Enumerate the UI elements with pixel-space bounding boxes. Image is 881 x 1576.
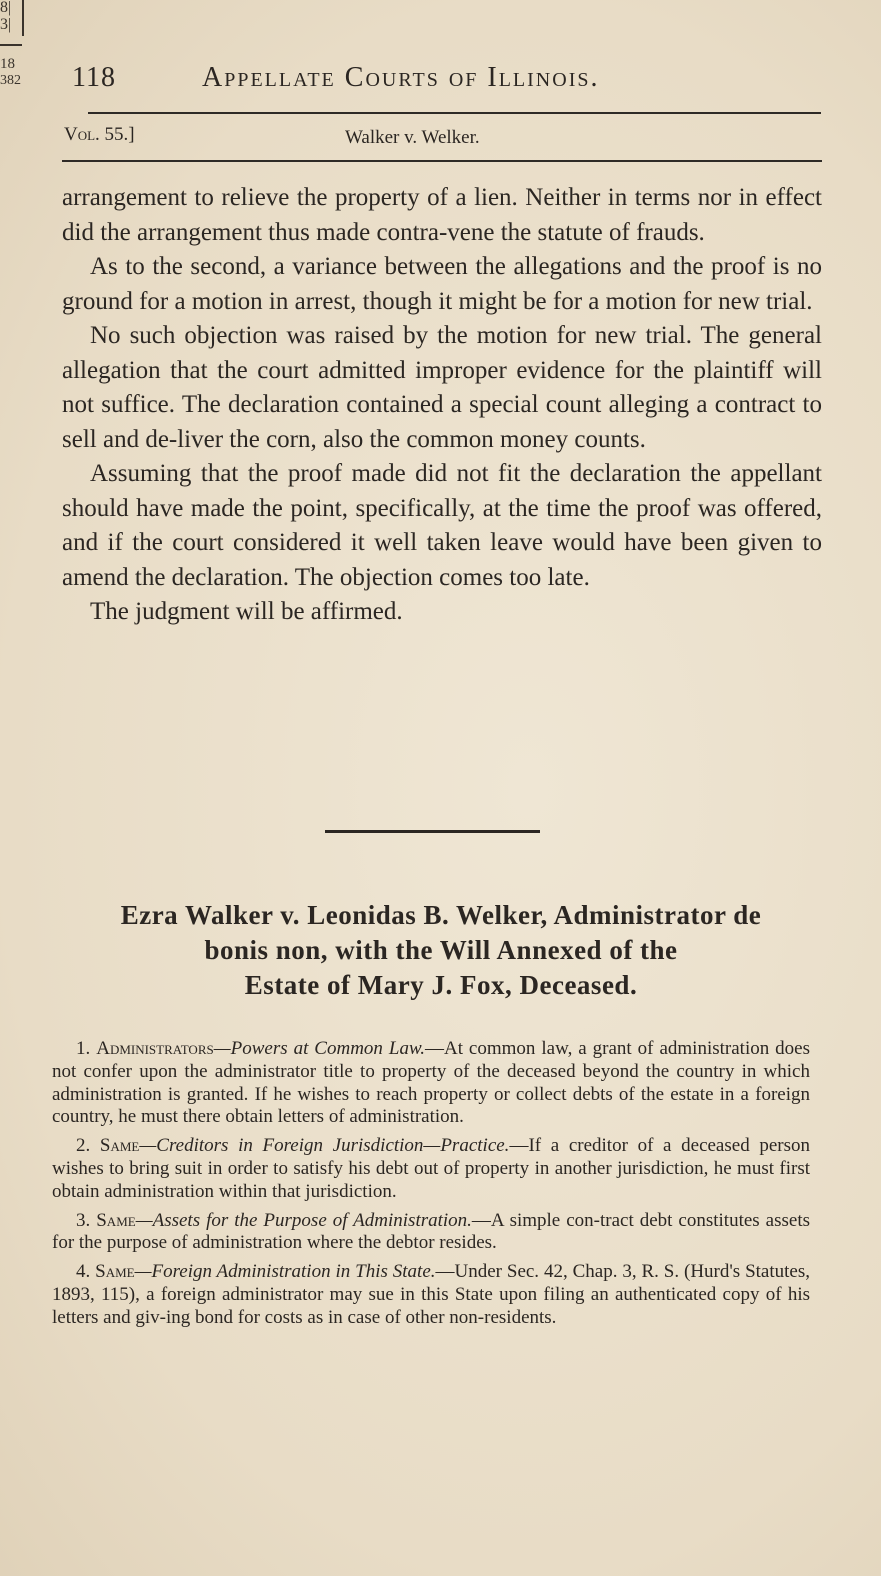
syllabus-number: 3. <box>76 1209 91 1231</box>
header-rule-bottom <box>62 160 822 162</box>
syllabus-head: Same <box>96 1209 136 1231</box>
syllabus-number: 1. <box>76 1038 91 1059</box>
syllabus-text: —At common law, a grant of administration does not confer upon the administrator title to property of the deceased beyond the country in which administration is granted. If he wishes to reach property or collect debts of the estate in a foreign country, he must there obtain letters of administration. <box>52 1038 811 1128</box>
syllabus-text: —A simple con-tract debt constitutes assets for the purpose of administration where the debtor resides. <box>52 1209 810 1254</box>
syllabus-topic: —Powers at Common Law. <box>213 1038 425 1059</box>
syllabus-head: Same <box>99 1135 140 1157</box>
section-divider <box>325 830 540 833</box>
running-title: Appellate Courts of Illinois. <box>202 62 600 93</box>
syllabus-head: Administrators <box>96 1038 214 1059</box>
margin-mark-bottom-b: 382 <box>0 73 21 88</box>
syllabus-number: 2. <box>76 1135 91 1157</box>
paragraph: As to the second, a variance between the allegations and the proof is no ground for a motion in arrest, though it might be for a motion for new trial. <box>62 253 822 315</box>
paragraph: The judgment will be affirmed. <box>90 598 403 625</box>
paragraph: Assuming that the proof made did not fit the declaration the appellant should have made the point, specifically, at the time the proof was offered, and if the court considered it well taken leave would have been given to amend the declaration. The objection comes too late. <box>62 460 822 591</box>
syllabus-item <box>52 1210 810 1256</box>
syllabus-text: —Under Sec. 42, Chap. 3, R. S. (Hurd's Statutes, 1893, 115), a foreign administrator may sue in this State upon filing an authenticated copy of his letters and giv-ing bond for costs as in case of other non-residents. <box>52 1261 810 1328</box>
syllabus-text: —If a creditor of a deceased person wishes to bring suit in order to satisfy his debt out of property in another jurisdiction, he must first obtain administration within that jurisdiction. <box>52 1135 811 1202</box>
case-title-line: Estate of Mary J. Fox, Deceased. <box>244 970 638 1000</box>
case-title-line: bonis non, with the Will Annexed of the <box>204 935 678 965</box>
header-rule-top <box>88 112 821 114</box>
syllabus-topic: —Creditors in Foreign Jurisdiction—Practice. <box>139 1135 510 1157</box>
syllabus-topic: —Assets for the Purpose of Administration. <box>135 1209 472 1231</box>
syllabus-item <box>52 1038 810 1129</box>
syllabus-number: 4. <box>76 1261 91 1283</box>
margin-vertical-rule <box>22 0 24 36</box>
syllabus-topic: —Foreign Administration in This State. <box>134 1261 436 1283</box>
margin-mark-top-b: 3| <box>0 16 12 33</box>
margin-mark-top-a: 8| <box>0 0 12 16</box>
syllabus-head: Same <box>95 1261 135 1283</box>
adjacent-page-margin <box>0 0 24 110</box>
margin-mark-bottom-a: 18 <box>0 56 15 72</box>
opinion-text <box>62 181 822 630</box>
paragraph: No such objection was raised by the motion for new trial. The general allegation that the court admitted improper evidence for the plaintiff will not suffice. The declaration contained a special count alleging a contract to sell and de-liver the corn, also the common money counts. <box>62 322 822 453</box>
case-title <box>60 898 822 1003</box>
syllabus-item <box>52 1135 810 1203</box>
page-number: 118 <box>72 62 116 93</box>
margin-rule <box>0 44 22 46</box>
syllabus <box>52 1038 810 1336</box>
running-case-name: Walker v. Welker. <box>345 127 480 148</box>
case-title-line: Ezra Walker v. Leonidas B. Welker, Administrator de <box>120 900 762 930</box>
paragraph: arrangement to relieve the property of a lien. Neither in terms nor in effect did the arrangement thus made contra-vene the statute of frauds. <box>62 184 822 246</box>
volume-label: Vol. 55.] <box>64 124 135 145</box>
syllabus-item <box>52 1261 810 1329</box>
page-header <box>72 62 832 102</box>
